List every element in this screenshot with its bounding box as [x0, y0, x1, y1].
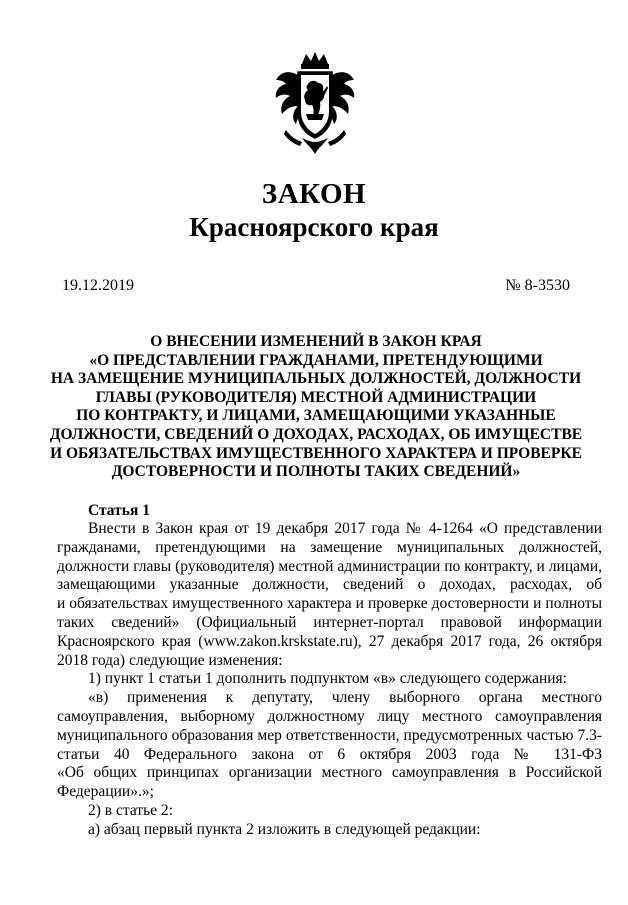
body-line: 2) в статье 2:: [88, 801, 173, 819]
heading-line: ПО КОНТРАКТУ, И ЛИЦАМИ, ЗАМЕЩАЮЩИМИ УКАЗАННЫЕ: [76, 407, 556, 425]
body-line: «в) применения к депутату, члену выборного органа местного: [88, 689, 602, 707]
body-line: муниципального образования мер ответственности, предусмотренных частью 7.3-: [57, 726, 602, 744]
body-line: Внести в Закон края от 19 декабря 2017 года № 4-1264 «О представлении: [88, 520, 602, 537]
body-line: 1) пункт 1 статьи 1 дополнить подпунктом «в» следующего содержания:: [88, 670, 567, 688]
body-line: а) абзац первый пункта 2 изложить в следующей редакции:: [88, 820, 481, 838]
body-line: таких сведений» (Официальный интернет-портал правовой информации: [57, 613, 602, 631]
body-line: самоуправления, выборному должностному лицу местного самоуправления: [57, 707, 602, 725]
body-line: Федерации».»;: [57, 783, 154, 801]
body-line: должности главы (руководителя) местной администрации по контракту, и лицами,: [57, 557, 602, 575]
article-body: [57, 520, 602, 840]
heading-line: ГЛАВЫ (РУКОВОДИТЕЛЯ) МЕСТНОЙ АДМИНИСТРАЦИИ: [95, 388, 537, 406]
krasnoyarsk-coat-of-arms-icon: [272, 50, 358, 158]
body-line: и обязательствах имущественного характера и проверке достоверности и полноты: [57, 595, 602, 613]
document-subtitle: Красноярского края: [189, 212, 439, 242]
body-line: статьи 40 Федерального закона от 6 октября 2003 года № 131-ФЗ: [57, 745, 602, 763]
document-date: 19.12.2019: [62, 277, 134, 294]
heading-line: О ВНЕСЕНИИ ИЗМЕНЕНИЙ В ЗАКОН КРАЯ: [150, 333, 482, 350]
heading-line: НА ЗАМЕЩЕНИЕ МУНИЦИПАЛЬНЫХ ДОЛЖНОСТЕЙ, ДОЛЖНОСТИ: [50, 370, 582, 388]
body-line: «Об общих принципах организации местного самоуправления в Российской: [57, 764, 602, 782]
body-line: Красноярского края (www.zakon.krskstate.ru), 27 декабря 2017 года, 26 октября: [57, 632, 602, 650]
body-line: гражданами, претендующими на замещение муниципальных должностей,: [57, 538, 602, 556]
heading-line: И ОБЯЗАТЕЛЬСТВАХ ИМУЩЕСТВЕННОГО ХАРАКТЕРА И ПРОВЕРКЕ: [50, 444, 582, 462]
article-title: Статья 1: [88, 502, 150, 519]
heading-line: ДОЛЖНОСТИ, СВЕДЕНИЙ О ДОХОДАХ, РАСХОДАХ, ОБ ИМУЩЕСТВЕ: [49, 425, 583, 443]
heading-line: «О ПРЕДСТАВЛЕНИИ ГРАЖДАНАМИ, ПРЕТЕНДУЮЩИМИ: [89, 351, 543, 369]
document-number: № 8-3530: [505, 277, 570, 294]
body-line: замещающими указанные должности, сведений о доходах, расходах, об: [57, 576, 602, 594]
heading-line: ДОСТОВЕРНОСТИ И ПОЛНОТЫ ТАКИХ СВЕДЕНИЙ»: [111, 463, 521, 481]
law-heading: [40, 333, 592, 482]
document-title: ЗАКОН: [261, 178, 367, 210]
body-line: 2018 года) следующие изменения:: [57, 651, 283, 669]
